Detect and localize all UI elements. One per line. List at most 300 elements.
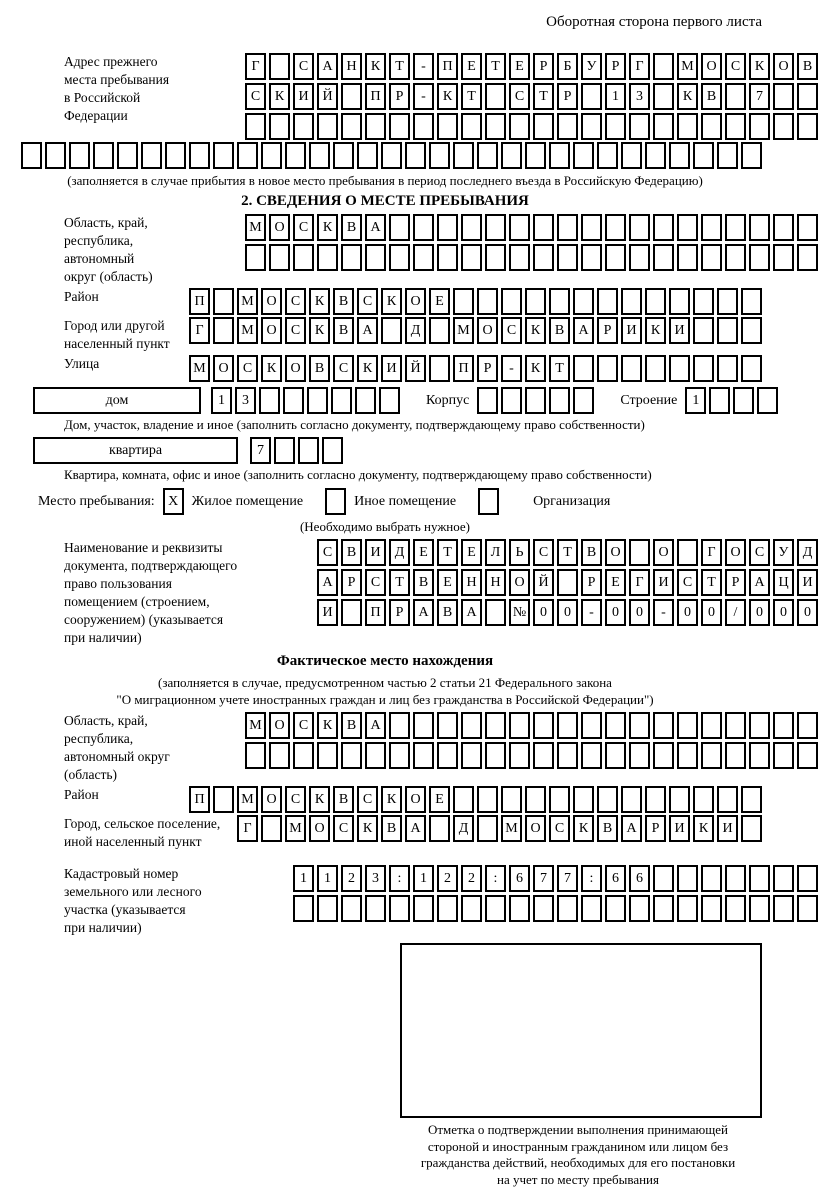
char-cell[interactable] xyxy=(629,214,650,241)
char-cell[interactable] xyxy=(701,742,722,769)
char-cell[interactable] xyxy=(485,742,506,769)
char-cell[interactable]: К xyxy=(309,786,330,813)
char-cell[interactable] xyxy=(741,355,762,382)
char-cell[interactable]: К xyxy=(525,317,546,344)
char-cell[interactable] xyxy=(245,742,266,769)
char-cell[interactable]: 0 xyxy=(677,599,698,626)
char-cell[interactable] xyxy=(477,387,498,414)
char-cell[interactable]: И xyxy=(717,815,738,842)
char-cell[interactable]: Е xyxy=(461,539,482,566)
char-cell[interactable] xyxy=(597,288,618,315)
char-cell[interactable] xyxy=(693,288,714,315)
char-cell[interactable]: Ц xyxy=(773,569,794,596)
char-cell[interactable] xyxy=(629,712,650,739)
char-cell[interactable]: В xyxy=(381,815,402,842)
char-cell[interactable]: Г xyxy=(701,539,722,566)
char-cell[interactable]: Е xyxy=(605,569,626,596)
char-cell[interactable]: С xyxy=(285,786,306,813)
char-cell[interactable]: К xyxy=(269,83,290,110)
char-cell[interactable] xyxy=(709,387,730,414)
char-cell[interactable]: А xyxy=(357,317,378,344)
char-cell[interactable] xyxy=(677,712,698,739)
char-cell[interactable] xyxy=(749,865,770,892)
char-cell[interactable]: С xyxy=(245,83,266,110)
char-cell[interactable]: С xyxy=(317,539,338,566)
char-cell[interactable]: О xyxy=(213,355,234,382)
char-cell[interactable] xyxy=(773,865,794,892)
char-cell[interactable]: С xyxy=(725,53,746,80)
char-cell[interactable]: О xyxy=(269,712,290,739)
char-cell[interactable]: К xyxy=(645,317,666,344)
char-cell[interactable]: П xyxy=(365,599,386,626)
char-cell[interactable] xyxy=(581,83,602,110)
char-cell[interactable] xyxy=(405,142,426,169)
char-cell[interactable]: Е xyxy=(509,53,530,80)
char-cell[interactable]: Р xyxy=(581,569,602,596)
char-cell[interactable] xyxy=(621,288,642,315)
char-cell[interactable] xyxy=(307,387,328,414)
char-cell[interactable]: - xyxy=(413,83,434,110)
char-cell[interactable] xyxy=(693,355,714,382)
char-cell[interactable] xyxy=(269,53,290,80)
char-cell[interactable]: М xyxy=(237,786,258,813)
char-cell[interactable] xyxy=(725,895,746,922)
char-cell[interactable] xyxy=(533,113,554,140)
char-cell[interactable]: В xyxy=(701,83,722,110)
char-cell[interactable]: Т xyxy=(389,569,410,596)
char-cell[interactable] xyxy=(797,214,818,241)
char-cell[interactable] xyxy=(341,599,362,626)
char-cell[interactable] xyxy=(509,244,530,271)
char-cell[interactable] xyxy=(581,712,602,739)
char-cell[interactable] xyxy=(429,355,450,382)
char-cell[interactable] xyxy=(605,895,626,922)
char-cell[interactable]: О xyxy=(509,569,530,596)
char-cell[interactable] xyxy=(437,214,458,241)
char-cell[interactable]: М xyxy=(237,317,258,344)
char-cell[interactable]: О xyxy=(525,815,546,842)
char-cell[interactable]: 0 xyxy=(533,599,554,626)
char-cell[interactable] xyxy=(677,214,698,241)
char-cell[interactable]: : xyxy=(389,865,410,892)
char-cell[interactable] xyxy=(261,815,282,842)
char-cell[interactable]: Е xyxy=(437,569,458,596)
char-cell[interactable] xyxy=(509,712,530,739)
char-cell[interactable] xyxy=(653,895,674,922)
char-cell[interactable] xyxy=(581,742,602,769)
char-cell[interactable]: 7 xyxy=(557,865,578,892)
char-cell[interactable]: Е xyxy=(413,539,434,566)
char-cell[interactable]: К xyxy=(525,355,546,382)
char-cell[interactable] xyxy=(269,742,290,769)
char-cell[interactable] xyxy=(701,113,722,140)
char-cell[interactable] xyxy=(213,142,234,169)
char-cell[interactable]: 0 xyxy=(701,599,722,626)
char-cell[interactable]: К xyxy=(357,355,378,382)
char-cell[interactable]: Т xyxy=(485,53,506,80)
char-cell[interactable]: 6 xyxy=(629,865,650,892)
char-cell[interactable] xyxy=(621,142,642,169)
char-cell[interactable] xyxy=(669,288,690,315)
char-cell[interactable] xyxy=(549,142,570,169)
char-cell[interactable] xyxy=(269,244,290,271)
char-cell[interactable] xyxy=(413,712,434,739)
char-cell[interactable]: 0 xyxy=(797,599,818,626)
char-cell[interactable]: В xyxy=(341,214,362,241)
char-cell[interactable] xyxy=(653,742,674,769)
char-cell[interactable]: Р xyxy=(533,53,554,80)
char-cell[interactable]: 2 xyxy=(437,865,458,892)
char-cell[interactable] xyxy=(645,142,666,169)
char-cell[interactable] xyxy=(245,244,266,271)
char-cell[interactable]: В xyxy=(333,288,354,315)
char-cell[interactable] xyxy=(725,865,746,892)
char-cell[interactable] xyxy=(461,113,482,140)
char-cell[interactable] xyxy=(749,214,770,241)
char-cell[interactable]: С xyxy=(549,815,570,842)
char-cell[interactable] xyxy=(773,214,794,241)
organization-checkbox[interactable] xyxy=(478,488,499,515)
char-cell[interactable]: К xyxy=(693,815,714,842)
char-cell[interactable] xyxy=(533,895,554,922)
char-cell[interactable]: П xyxy=(453,355,474,382)
char-cell[interactable] xyxy=(413,895,434,922)
char-cell[interactable]: Б xyxy=(557,53,578,80)
char-cell[interactable] xyxy=(725,214,746,241)
char-cell[interactable] xyxy=(477,288,498,315)
char-cell[interactable] xyxy=(437,244,458,271)
char-cell[interactable] xyxy=(293,113,314,140)
char-cell[interactable]: 0 xyxy=(629,599,650,626)
char-cell[interactable]: Т xyxy=(533,83,554,110)
char-cell[interactable]: - xyxy=(581,599,602,626)
char-cell[interactable]: О xyxy=(773,53,794,80)
char-cell[interactable]: Е xyxy=(429,786,450,813)
char-cell[interactable] xyxy=(293,895,314,922)
char-cell[interactable]: Р xyxy=(557,83,578,110)
char-cell[interactable]: У xyxy=(773,539,794,566)
char-cell[interactable] xyxy=(717,288,738,315)
char-cell[interactable] xyxy=(693,317,714,344)
char-cell[interactable]: О xyxy=(405,288,426,315)
char-cell[interactable] xyxy=(437,712,458,739)
char-cell[interactable] xyxy=(557,113,578,140)
char-cell[interactable]: И xyxy=(669,815,690,842)
char-cell[interactable]: : xyxy=(581,865,602,892)
char-cell[interactable]: Р xyxy=(597,317,618,344)
char-cell[interactable]: К xyxy=(357,815,378,842)
char-cell[interactable]: П xyxy=(437,53,458,80)
char-cell[interactable]: - xyxy=(501,355,522,382)
char-cell[interactable] xyxy=(693,142,714,169)
char-cell[interactable]: 2 xyxy=(461,865,482,892)
char-cell[interactable] xyxy=(533,244,554,271)
char-cell[interactable]: Р xyxy=(605,53,626,80)
apartment-type-box[interactable]: квартира xyxy=(33,437,238,464)
char-cell[interactable]: 3 xyxy=(629,83,650,110)
char-cell[interactable]: А xyxy=(621,815,642,842)
char-cell[interactable] xyxy=(117,142,138,169)
char-cell[interactable] xyxy=(317,895,338,922)
char-cell[interactable] xyxy=(717,786,738,813)
char-cell[interactable]: / xyxy=(725,599,746,626)
char-cell[interactable]: 7 xyxy=(749,83,770,110)
char-cell[interactable] xyxy=(677,244,698,271)
char-cell[interactable]: О xyxy=(701,53,722,80)
char-cell[interactable]: С xyxy=(749,539,770,566)
char-cell[interactable] xyxy=(725,113,746,140)
char-cell[interactable] xyxy=(341,113,362,140)
char-cell[interactable] xyxy=(317,742,338,769)
char-cell[interactable] xyxy=(485,214,506,241)
char-cell[interactable] xyxy=(653,113,674,140)
char-cell[interactable]: С xyxy=(333,815,354,842)
char-cell[interactable] xyxy=(213,317,234,344)
char-cell[interactable] xyxy=(645,288,666,315)
char-cell[interactable] xyxy=(485,712,506,739)
char-cell[interactable]: И xyxy=(293,83,314,110)
char-cell[interactable]: Й xyxy=(317,83,338,110)
char-cell[interactable] xyxy=(461,214,482,241)
char-cell[interactable] xyxy=(298,437,319,464)
residential-checkbox[interactable]: X xyxy=(163,488,184,515)
char-cell[interactable] xyxy=(605,712,626,739)
char-cell[interactable] xyxy=(69,142,90,169)
char-cell[interactable]: В xyxy=(797,53,818,80)
char-cell[interactable] xyxy=(645,786,666,813)
char-cell[interactable]: К xyxy=(677,83,698,110)
char-cell[interactable]: 6 xyxy=(509,865,530,892)
char-cell[interactable] xyxy=(453,786,474,813)
char-cell[interactable] xyxy=(283,387,304,414)
char-cell[interactable]: 7 xyxy=(533,865,554,892)
char-cell[interactable]: К xyxy=(749,53,770,80)
char-cell[interactable]: Д xyxy=(405,317,426,344)
char-cell[interactable]: М xyxy=(453,317,474,344)
char-cell[interactable]: С xyxy=(365,569,386,596)
char-cell[interactable] xyxy=(797,113,818,140)
char-cell[interactable] xyxy=(581,895,602,922)
char-cell[interactable]: И xyxy=(621,317,642,344)
char-cell[interactable]: С xyxy=(285,317,306,344)
char-cell[interactable] xyxy=(701,712,722,739)
char-cell[interactable] xyxy=(677,742,698,769)
char-cell[interactable] xyxy=(389,244,410,271)
char-cell[interactable]: Т xyxy=(557,539,578,566)
char-cell[interactable] xyxy=(509,214,530,241)
char-cell[interactable] xyxy=(525,142,546,169)
char-cell[interactable] xyxy=(389,895,410,922)
char-cell[interactable] xyxy=(573,387,594,414)
char-cell[interactable]: 3 xyxy=(365,865,386,892)
char-cell[interactable] xyxy=(653,214,674,241)
char-cell[interactable]: С xyxy=(293,53,314,80)
char-cell[interactable]: О xyxy=(477,317,498,344)
char-cell[interactable] xyxy=(581,244,602,271)
char-cell[interactable] xyxy=(773,83,794,110)
char-cell[interactable]: Т xyxy=(461,83,482,110)
char-cell[interactable] xyxy=(773,742,794,769)
char-cell[interactable] xyxy=(549,387,570,414)
char-cell[interactable] xyxy=(653,865,674,892)
char-cell[interactable] xyxy=(605,214,626,241)
char-cell[interactable]: Д xyxy=(453,815,474,842)
char-cell[interactable]: Р xyxy=(645,815,666,842)
char-cell[interactable]: С xyxy=(357,288,378,315)
char-cell[interactable] xyxy=(274,437,295,464)
char-cell[interactable] xyxy=(549,786,570,813)
char-cell[interactable]: К xyxy=(317,214,338,241)
other-premises-checkbox[interactable] xyxy=(325,488,346,515)
char-cell[interactable] xyxy=(629,244,650,271)
char-cell[interactable] xyxy=(245,113,266,140)
char-cell[interactable]: К xyxy=(317,712,338,739)
char-cell[interactable] xyxy=(477,142,498,169)
char-cell[interactable] xyxy=(717,355,738,382)
char-cell[interactable]: О xyxy=(725,539,746,566)
char-cell[interactable] xyxy=(693,786,714,813)
char-cell[interactable]: О xyxy=(269,214,290,241)
char-cell[interactable] xyxy=(389,113,410,140)
char-cell[interactable] xyxy=(365,895,386,922)
char-cell[interactable]: С xyxy=(285,288,306,315)
char-cell[interactable] xyxy=(189,142,210,169)
char-cell[interactable]: К xyxy=(573,815,594,842)
char-cell[interactable]: Г xyxy=(237,815,258,842)
char-cell[interactable] xyxy=(461,742,482,769)
char-cell[interactable] xyxy=(749,113,770,140)
char-cell[interactable]: 7 xyxy=(250,437,271,464)
char-cell[interactable]: К xyxy=(261,355,282,382)
char-cell[interactable]: У xyxy=(581,53,602,80)
char-cell[interactable]: П xyxy=(365,83,386,110)
char-cell[interactable] xyxy=(501,288,522,315)
char-cell[interactable]: С xyxy=(677,569,698,596)
char-cell[interactable] xyxy=(581,113,602,140)
char-cell[interactable]: Г xyxy=(629,569,650,596)
char-cell[interactable]: П xyxy=(189,786,210,813)
char-cell[interactable]: А xyxy=(365,214,386,241)
char-cell[interactable]: 1 xyxy=(211,387,232,414)
char-cell[interactable]: - xyxy=(413,53,434,80)
char-cell[interactable] xyxy=(389,712,410,739)
char-cell[interactable] xyxy=(549,288,570,315)
char-cell[interactable] xyxy=(293,244,314,271)
char-cell[interactable] xyxy=(477,815,498,842)
char-cell[interactable] xyxy=(773,895,794,922)
char-cell[interactable] xyxy=(341,742,362,769)
char-cell[interactable] xyxy=(581,214,602,241)
char-cell[interactable] xyxy=(213,786,234,813)
char-cell[interactable] xyxy=(333,142,354,169)
char-cell[interactable]: И xyxy=(365,539,386,566)
char-cell[interactable]: Р xyxy=(389,599,410,626)
char-cell[interactable]: Г xyxy=(245,53,266,80)
char-cell[interactable] xyxy=(437,742,458,769)
char-cell[interactable] xyxy=(501,142,522,169)
char-cell[interactable] xyxy=(717,317,738,344)
char-cell[interactable] xyxy=(797,712,818,739)
char-cell[interactable]: А xyxy=(405,815,426,842)
char-cell[interactable]: И xyxy=(317,599,338,626)
char-cell[interactable]: О xyxy=(285,355,306,382)
char-cell[interactable]: № xyxy=(509,599,530,626)
char-cell[interactable] xyxy=(725,712,746,739)
char-cell[interactable] xyxy=(773,113,794,140)
char-cell[interactable]: : xyxy=(485,865,506,892)
char-cell[interactable]: С xyxy=(533,539,554,566)
char-cell[interactable] xyxy=(653,712,674,739)
char-cell[interactable] xyxy=(461,895,482,922)
char-cell[interactable] xyxy=(605,113,626,140)
char-cell[interactable]: В xyxy=(581,539,602,566)
char-cell[interactable]: 0 xyxy=(773,599,794,626)
char-cell[interactable] xyxy=(509,113,530,140)
char-cell[interactable] xyxy=(621,786,642,813)
char-cell[interactable] xyxy=(317,244,338,271)
char-cell[interactable] xyxy=(725,244,746,271)
char-cell[interactable]: В xyxy=(341,712,362,739)
char-cell[interactable]: О xyxy=(261,786,282,813)
char-cell[interactable] xyxy=(309,142,330,169)
char-cell[interactable]: О xyxy=(405,786,426,813)
char-cell[interactable] xyxy=(605,244,626,271)
char-cell[interactable]: О xyxy=(261,288,282,315)
char-cell[interactable] xyxy=(701,895,722,922)
house-type-box[interactable]: дом xyxy=(33,387,201,414)
char-cell[interactable] xyxy=(533,742,554,769)
char-cell[interactable]: М xyxy=(677,53,698,80)
char-cell[interactable]: Л xyxy=(485,539,506,566)
char-cell[interactable]: Е xyxy=(429,288,450,315)
char-cell[interactable]: В xyxy=(437,599,458,626)
char-cell[interactable] xyxy=(629,539,650,566)
char-cell[interactable] xyxy=(597,142,618,169)
char-cell[interactable] xyxy=(653,83,674,110)
char-cell[interactable] xyxy=(213,288,234,315)
char-cell[interactable]: 6 xyxy=(605,865,626,892)
char-cell[interactable] xyxy=(621,355,642,382)
char-cell[interactable] xyxy=(389,742,410,769)
char-cell[interactable]: Й xyxy=(533,569,554,596)
char-cell[interactable]: М xyxy=(245,712,266,739)
char-cell[interactable]: 3 xyxy=(235,387,256,414)
char-cell[interactable] xyxy=(453,142,474,169)
char-cell[interactable] xyxy=(341,83,362,110)
char-cell[interactable] xyxy=(485,113,506,140)
char-cell[interactable] xyxy=(429,317,450,344)
char-cell[interactable] xyxy=(501,387,522,414)
char-cell[interactable]: С xyxy=(357,786,378,813)
char-cell[interactable] xyxy=(597,786,618,813)
char-cell[interactable] xyxy=(525,786,546,813)
char-cell[interactable] xyxy=(773,244,794,271)
char-cell[interactable] xyxy=(485,244,506,271)
char-cell[interactable]: С xyxy=(509,83,530,110)
char-cell[interactable]: Р xyxy=(477,355,498,382)
char-cell[interactable]: 2 xyxy=(341,865,362,892)
char-cell[interactable]: 0 xyxy=(557,599,578,626)
char-cell[interactable]: Д xyxy=(797,539,818,566)
char-cell[interactable] xyxy=(557,742,578,769)
char-cell[interactable] xyxy=(453,288,474,315)
char-cell[interactable] xyxy=(331,387,352,414)
char-cell[interactable] xyxy=(717,142,738,169)
char-cell[interactable] xyxy=(701,214,722,241)
char-cell[interactable] xyxy=(437,113,458,140)
char-cell[interactable] xyxy=(597,355,618,382)
char-cell[interactable]: К xyxy=(365,53,386,80)
